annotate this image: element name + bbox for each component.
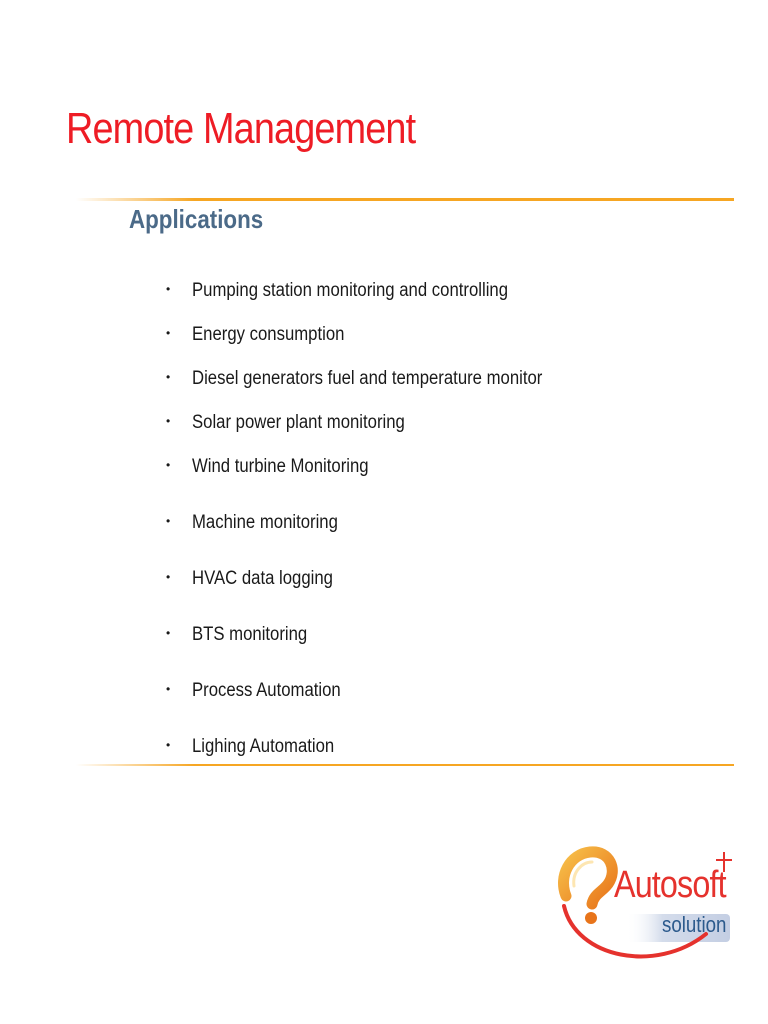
list-item: • Process Automation — [166, 680, 341, 701]
list-item: • Diesel generators fuel and temperature monitor — [166, 368, 543, 389]
bullet-icon: • — [166, 326, 171, 340]
list-item: • Wind turbine Monitoring — [166, 456, 369, 477]
bullet-icon: • — [166, 626, 171, 640]
slide-title: Remote Management — [66, 104, 416, 153]
bullet-icon: • — [166, 738, 171, 752]
bullet-icon: • — [166, 282, 171, 296]
bullet-icon: • — [166, 514, 171, 528]
bullet-icon: • — [166, 370, 171, 384]
bottom-divider — [76, 764, 734, 766]
logo-sub-text: solution — [662, 912, 727, 937]
list-item: • Lighing Automation — [166, 736, 335, 757]
bullet-icon: • — [166, 414, 171, 428]
list-item: • HVAC data logging — [166, 568, 333, 589]
bullet-icon: • — [166, 458, 171, 472]
autosoft-logo — [556, 846, 746, 970]
section-subtitle: Applications — [129, 204, 264, 234]
bullet-icon: • — [166, 682, 171, 696]
logo-brand-text: Autosoft — [614, 864, 726, 906]
bullet-icon: • — [166, 570, 171, 584]
list-item: • BTS monitoring — [166, 624, 308, 645]
list-item: • Solar power plant monitoring — [166, 412, 405, 433]
top-divider — [76, 198, 734, 201]
list-item: • Pumping station monitoring and controlling — [166, 280, 509, 301]
list-item: • Energy consumption — [166, 324, 345, 345]
list-item: • Machine monitoring — [166, 512, 338, 533]
